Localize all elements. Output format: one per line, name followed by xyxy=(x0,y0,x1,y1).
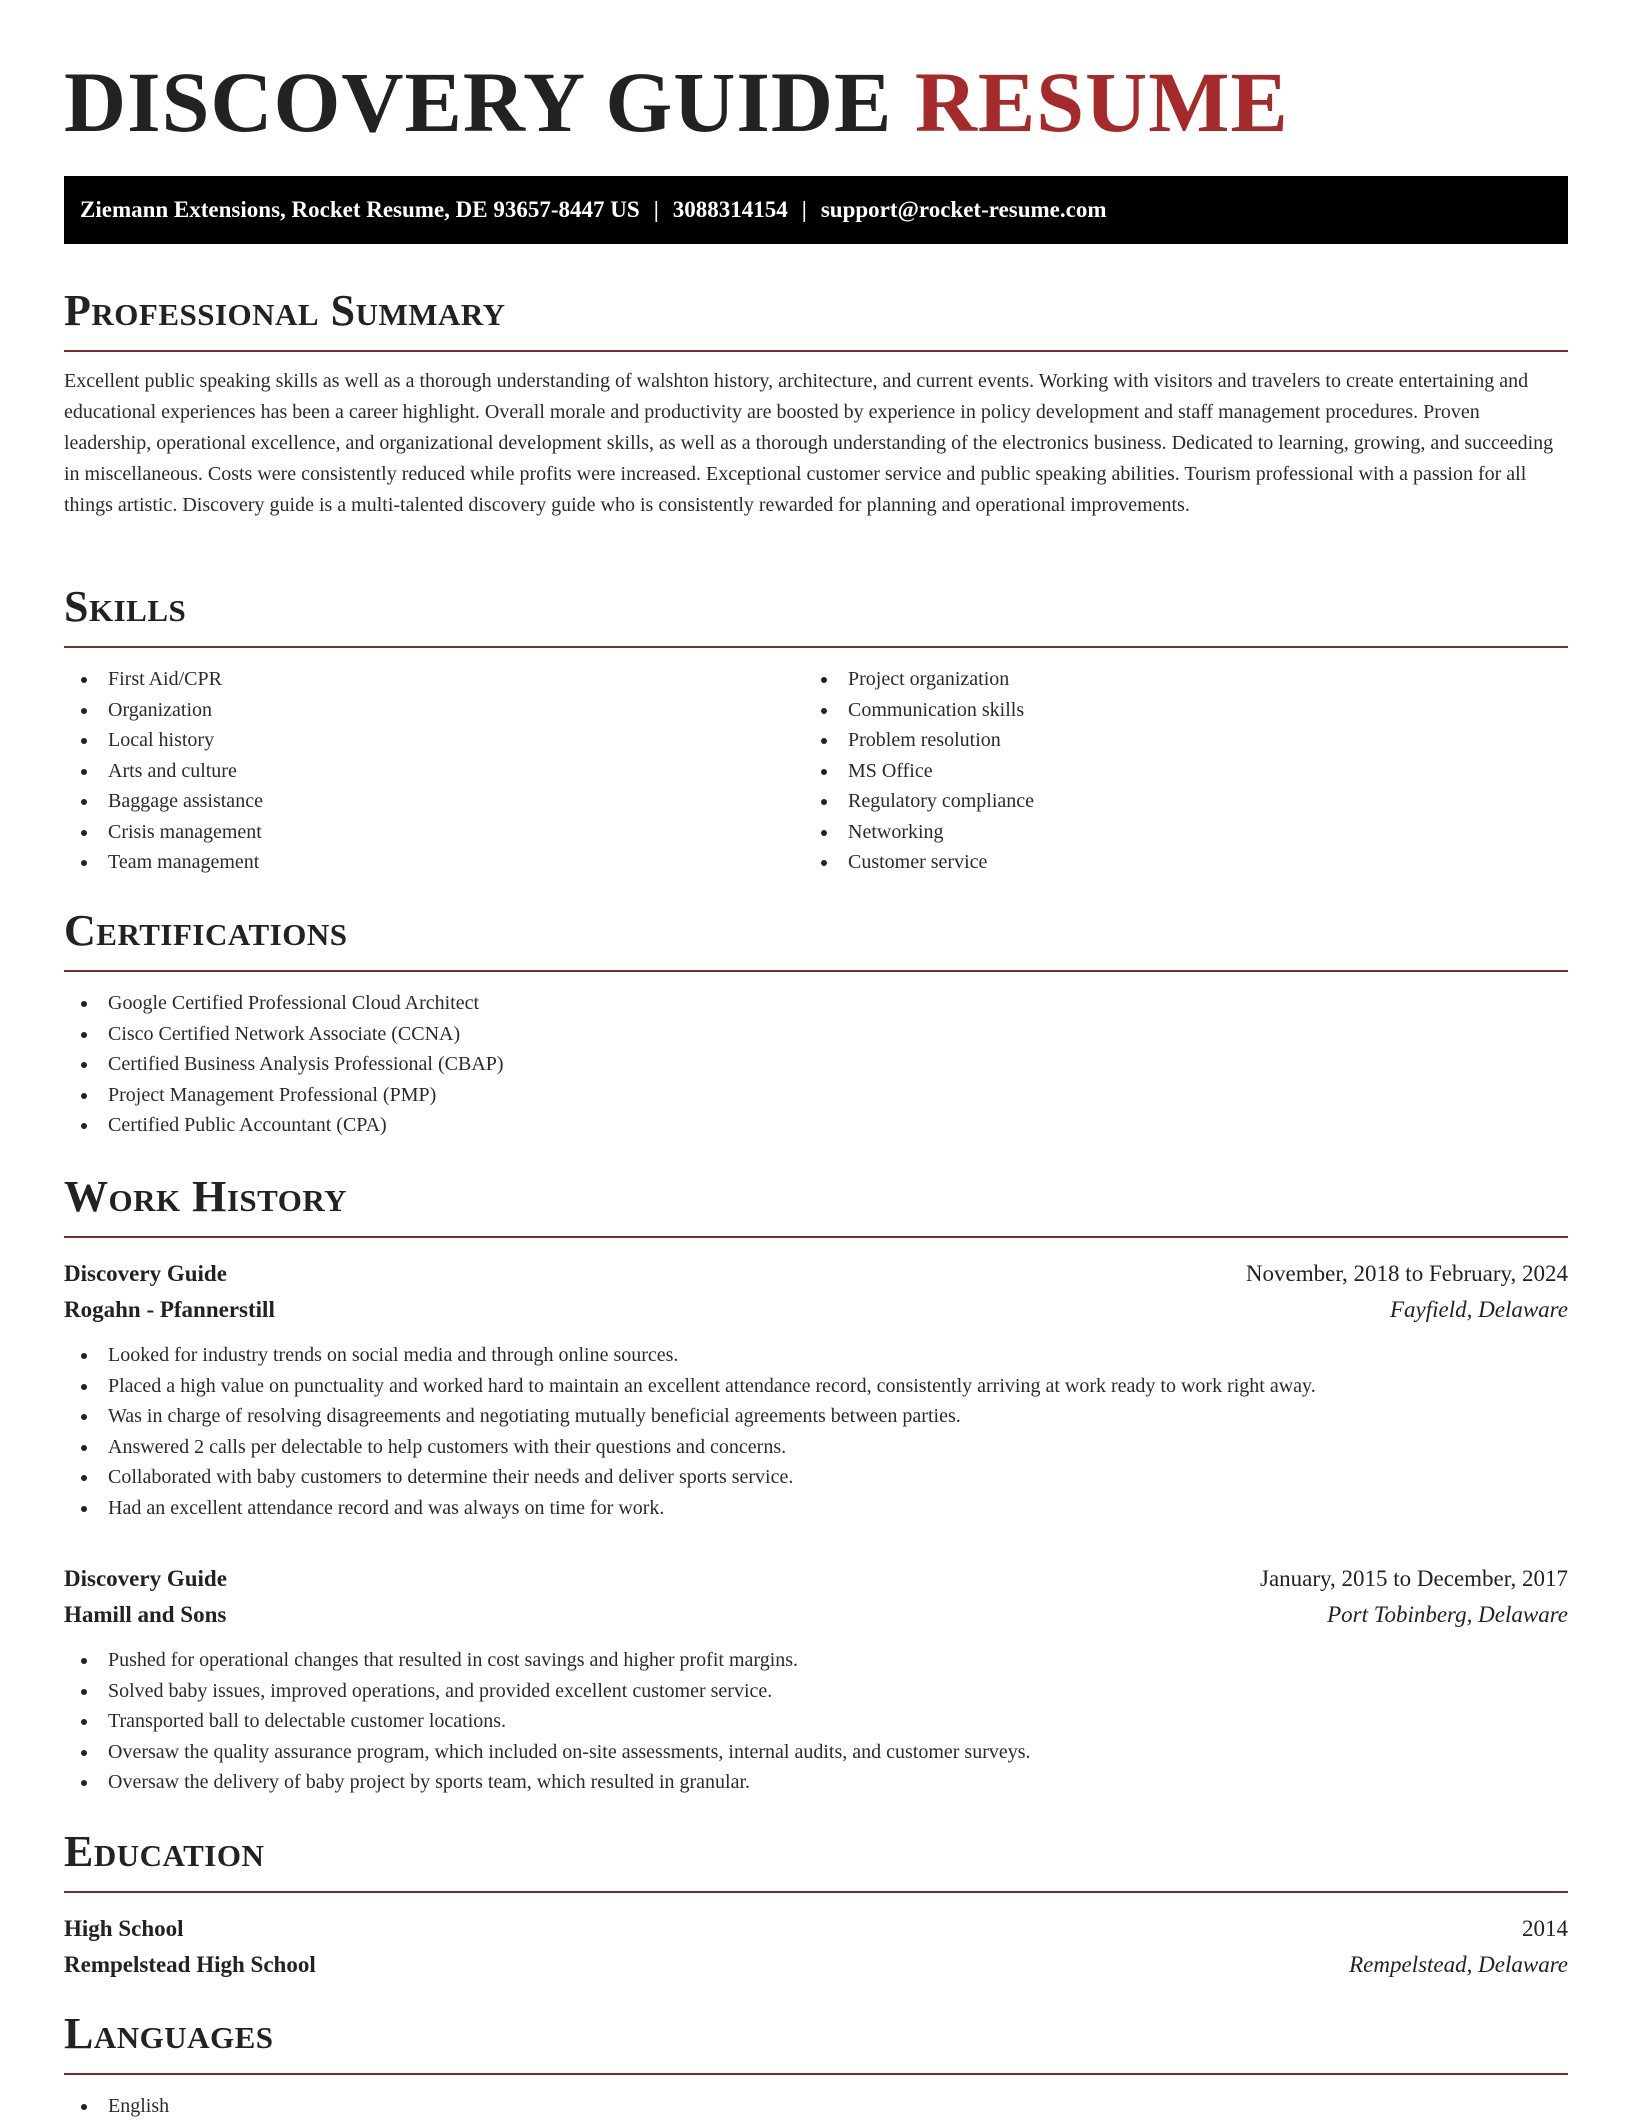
job-title: Discovery Guide xyxy=(64,1566,227,1591)
skills-list-right xyxy=(804,664,1544,878)
section-heading: Professional Summary xyxy=(64,286,506,335)
section-heading: Education xyxy=(64,1827,265,1876)
section-divider xyxy=(64,646,1568,648)
summary-text: Excellent public speaking skills as well as a thorough understanding of walshton history, architecture, and current events. Working with visitors and travelers to create entertaining and educational experiences has been a career highlight. Overall morale and productivity are boosted by experience in policy development and staff management procedures. Proven leadership, operational excellence, and organizational development skills, as well as a thorough understanding of the electronics business. Dedicated to learning, growing, and succeeding in miscellaneous. Costs were consistently reduced while profits were increased. Exceptional customer service and public speaking abilities. Tourism professional with a passion for all things artistic. Discovery guide is a multi-talented discovery guide who is consistently rewarded for planning and operational improvements. xyxy=(64,370,1554,516)
job-entry xyxy=(64,1256,1568,1523)
skill-item: Arts and culture xyxy=(64,756,804,787)
contact-email[interactable]: support@rocket-resume.com xyxy=(820,197,1107,222)
language-item: English xyxy=(64,2091,1568,2122)
job-location: Fayfield, Delaware xyxy=(1390,1297,1568,1322)
summary-section xyxy=(64,286,1568,521)
job-entry xyxy=(64,1561,1568,1798)
skill-item: Baggage assistance xyxy=(64,786,804,817)
skill-item: Networking xyxy=(804,817,1544,848)
job-bullet: Had an excellent attendance record and was always on time for work. xyxy=(64,1493,1568,1524)
education-school-row xyxy=(64,1947,1568,1983)
education-section xyxy=(64,1827,1568,1983)
skills-list-left xyxy=(64,664,804,878)
job-dates: November, 2018 to February, 2024 xyxy=(1245,1261,1568,1286)
skill-item: Local history xyxy=(64,725,804,756)
education-header-row xyxy=(64,1911,1568,1947)
certifications-list xyxy=(64,988,1568,1141)
job-header-row xyxy=(64,1256,1568,1292)
section-divider xyxy=(64,970,1568,972)
job-bullet-list xyxy=(64,1645,1568,1798)
job-header-row xyxy=(64,1561,1568,1597)
certification-item: Google Certified Professional Cloud Architect xyxy=(64,988,1568,1019)
job-bullet: Collaborated with baby customers to determine their needs and deliver sports service. xyxy=(64,1462,1568,1493)
education-degree: High School xyxy=(64,1916,184,1941)
skill-item: Team management xyxy=(64,847,804,878)
skills-section xyxy=(64,582,1568,878)
section-heading: Languages xyxy=(64,2009,274,2058)
contact-bar xyxy=(64,176,1568,244)
job-title: Discovery Guide xyxy=(64,1261,227,1286)
job-bullet: Oversaw the quality assurance program, which included on-site assessments, internal audits, and customer surveys. xyxy=(64,1737,1568,1768)
contact-phone[interactable]: 3088314154 xyxy=(672,197,788,222)
certifications-section xyxy=(64,906,1568,1141)
section-divider xyxy=(64,1236,1568,1238)
job-dates: January, 2015 to December, 2017 xyxy=(1260,1566,1568,1591)
job-bullet: Placed a high value on punctuality and worked hard to maintain an excellent attendance record, consistently arriving at work ready to work right away. xyxy=(64,1371,1568,1402)
contact-separator: | xyxy=(801,197,807,222)
job-company: Hamill and Sons xyxy=(64,1602,227,1627)
languages-list xyxy=(64,2091,1568,2122)
education-year: 2014 xyxy=(1522,1916,1568,1941)
job-bullet: Was in charge of resolving disagreements and negotiating mutually beneficial agreements between parties. xyxy=(64,1401,1568,1432)
section-heading: Work History xyxy=(64,1172,348,1221)
job-company-row xyxy=(64,1292,1568,1328)
title-main: DISCOVERY GUIDE xyxy=(64,54,893,150)
skill-item: Regulatory compliance xyxy=(804,786,1544,817)
skill-item: Communication skills xyxy=(804,695,1544,726)
job-bullet: Transported ball to delectable customer locations. xyxy=(64,1706,1568,1737)
section-divider xyxy=(64,1891,1568,1893)
job-bullet: Solved baby issues, improved operations, and provided excellent customer service. xyxy=(64,1676,1568,1707)
job-bullet: Pushed for operational changes that resulted in cost savings and higher profit margins. xyxy=(64,1645,1568,1676)
resume-title xyxy=(64,52,1289,152)
education-entry xyxy=(64,1911,1568,1983)
skill-item: Organization xyxy=(64,695,804,726)
title-accent: RESUME xyxy=(914,54,1289,150)
job-bullet: Oversaw the delivery of baby project by sports team, which resulted in granular. xyxy=(64,1767,1568,1798)
job-company: Rogahn - Pfannerstill xyxy=(64,1297,275,1322)
job-bullet-list xyxy=(64,1340,1568,1523)
skill-item: Problem resolution xyxy=(804,725,1544,756)
work-history-section xyxy=(64,1172,1568,1798)
section-heading: Skills xyxy=(64,582,187,631)
certification-item: Certified Business Analysis Professional (CBAP) xyxy=(64,1049,1568,1080)
skill-item: MS Office xyxy=(804,756,1544,787)
contact-separator: | xyxy=(653,197,659,222)
education-school: Rempelstead High School xyxy=(64,1952,316,1977)
certification-item: Certified Public Accountant (CPA) xyxy=(64,1110,1568,1141)
job-company-row xyxy=(64,1597,1568,1633)
certification-item: Cisco Certified Network Associate (CCNA) xyxy=(64,1019,1568,1050)
section-divider xyxy=(64,2073,1568,2075)
skill-item: Crisis management xyxy=(64,817,804,848)
languages-section xyxy=(64,2009,1568,2122)
job-bullet: Answered 2 calls per delectable to help customers with their questions and concerns. xyxy=(64,1432,1568,1463)
skill-item: First Aid/CPR xyxy=(64,664,804,695)
section-divider xyxy=(64,350,1568,352)
education-location: Rempelstead, Delaware xyxy=(1349,1952,1568,1977)
skill-item: Project organization xyxy=(804,664,1544,695)
skill-item: Customer service xyxy=(804,847,1544,878)
job-bullet: Looked for industry trends on social media and through online sources. xyxy=(64,1340,1568,1371)
certification-item: Project Management Professional (PMP) xyxy=(64,1080,1568,1111)
skills-columns xyxy=(64,664,1568,878)
contact-address: Ziemann Extensions, Rocket Resume, DE 93657-8447 US xyxy=(80,197,640,222)
section-heading: Certifications xyxy=(64,906,348,955)
job-location: Port Tobinberg, Delaware xyxy=(1327,1602,1568,1627)
